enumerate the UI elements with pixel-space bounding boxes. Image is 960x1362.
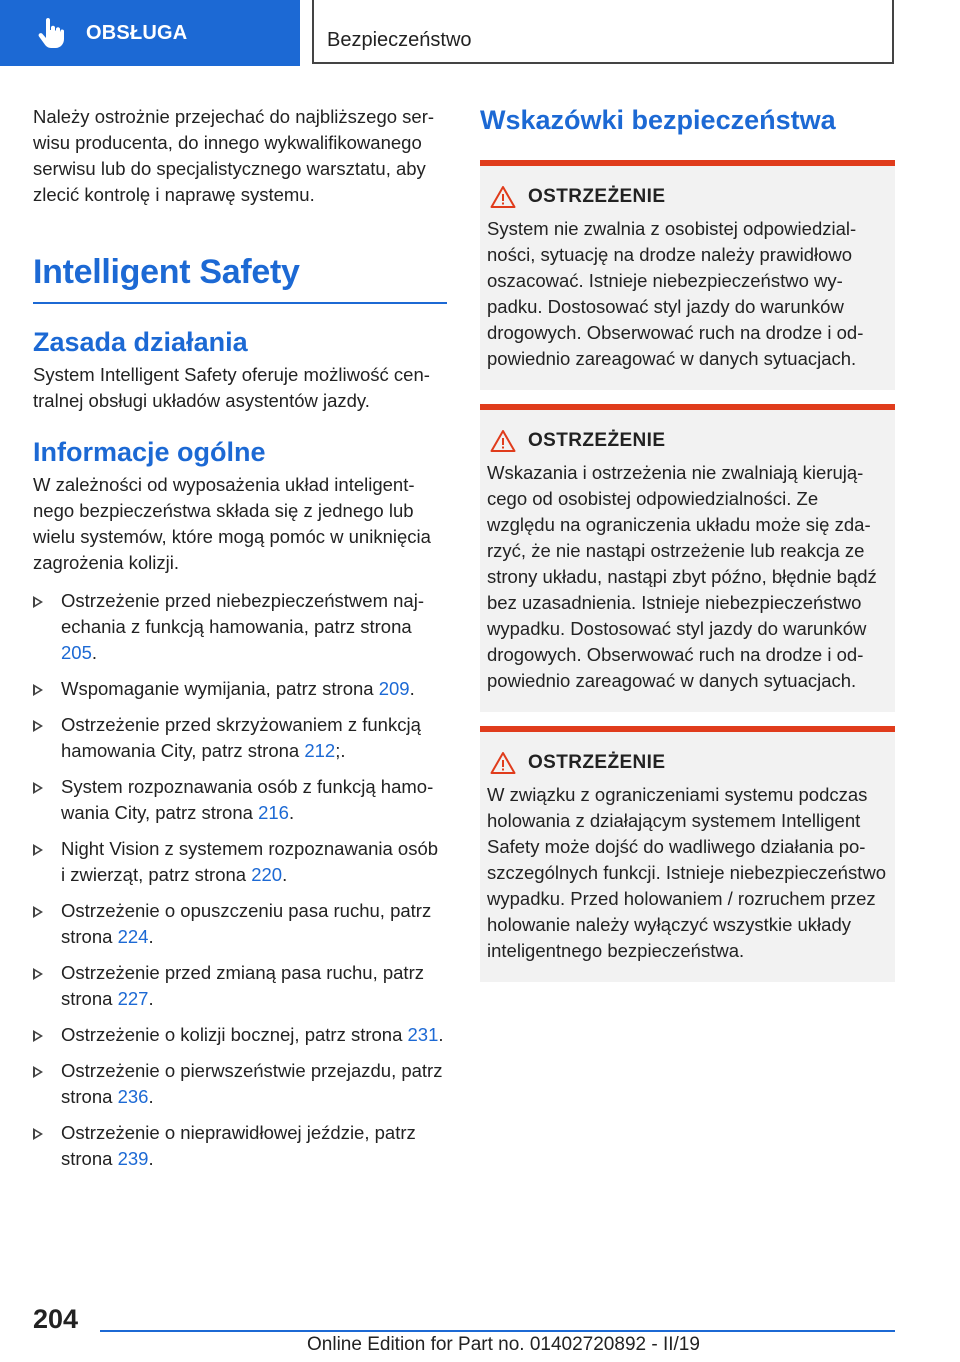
warning-box [480,726,895,982]
warning-triangle-icon [490,751,516,775]
warning-triangle-icon [490,185,516,209]
chapter-heading: Intelligent Safety [33,253,300,291]
page-link[interactable]: 209 [378,678,410,699]
bullet-triangle-icon [33,596,43,608]
general-info-paragraph: W zależności od wyposażenia układ inteligentnego bezpieczeństwa składa się z jednego lub wielu systemów, które mogą pomóc w uniknięcia zagrożenia kolizji. [33,474,431,573]
list-item: Ostrzeżenie o pierwszeństwie przejazdu, patrz strona 236. [33,1058,447,1110]
list-item: Wspomaganie wymijania, patrz strona 209. [33,676,447,702]
bullet-triangle-icon [33,906,43,918]
page-link[interactable]: 212 [304,740,336,761]
warning-text: Wskazania i ostrzeżenia nie zwalniają kierującego od osobistej odpowiedzialności. Ze względu na ograniczenia układu może się zdarzyć, że nie nastąpi ostrzeżenie lub reakcja ze strony układu, nastąpi zbyt późno, błędnie bądź bez uzasadnienia. Istnieje niebezpieczeństwo wypadku. Dostosować styl jazdy do warunków drogowych. Obserwować ruch na drodze i odpowiednio zareagować w danych sytuacjach. [487,462,877,691]
subheading-general-info: Informacje ogólne [33,437,266,467]
warning-text: System nie zwalnia z osobistej odpowiedzialności, sytuację na drodze należy prawidłowo oszacować. Istnieje niebezpieczeństwo wypadku. Dostosować styl jazdy do warunków drogowych. Obserwować ruch na drodze i odpowiednio zareagować w danych sytuacjach. [487,218,864,369]
bullet-triangle-icon [33,782,43,794]
list-item: Ostrzeżenie o opuszczeniu pasa ruchu, patrz strona 224. [33,898,447,950]
warning-triangle-icon [490,429,516,453]
footer-edition: Online Edition for Part no. 01402720892 - II/19 [307,1334,700,1355]
warning-box [480,404,895,712]
bullet-triangle-icon [33,1066,43,1078]
page-link[interactable]: 236 [117,1086,149,1107]
warning-title: OSTRZEŻENIE [528,430,666,451]
list-item: Ostrzeżenie przed skrzyżowaniem z funkcją hamowania City, patrz strona 212;. [33,712,447,764]
hand-pointer-icon [38,18,64,48]
section-title-box [312,0,894,64]
footer-rule [100,1330,895,1332]
warning-title: OSTRZEŻENIE [528,186,666,207]
page-link[interactable]: 224 [117,926,149,947]
bullet-triangle-icon [33,1128,43,1140]
page-link[interactable]: 239 [117,1148,149,1169]
chapter-tab-label: OBSŁUGA [86,22,188,44]
page-link[interactable]: 205 [61,642,92,663]
page-number: 204 [33,1304,79,1334]
page-link[interactable]: 227 [117,988,149,1009]
page-link[interactable]: 220 [251,864,283,885]
bullet-triangle-icon [33,720,43,732]
bullet-triangle-icon [33,684,43,696]
list-item: Ostrzeżenie o kolizji bocznej, patrz strona 231. [33,1022,447,1048]
heading-rule [33,302,447,304]
left-column [33,104,447,1177]
list-item: Ostrzeżenie przed niebezpieczeństwem najechania z funkcją hamowania, patrz strona 205. [33,588,447,666]
section-title: Bezpieczeństwo [327,29,472,51]
bullet-triangle-icon [33,968,43,980]
warning-box [480,160,895,390]
warning-header [487,426,887,456]
page-link[interactable]: 216 [258,802,289,823]
right-column [480,104,895,982]
subheading-principle: Zasada działania [33,327,248,357]
chapter-tab[interactable] [0,0,300,66]
systems-list [33,588,447,1172]
list-item: Ostrzeżenie przed zmianą pasa ruchu, patrz strona 227. [33,960,447,1012]
warning-title: OSTRZEŻENIE [528,752,666,773]
page-header [0,0,960,66]
bullet-triangle-icon [33,844,43,856]
bullet-triangle-icon [33,1030,43,1042]
safety-notes-heading: Wskazówki bezpieczeństwa [480,105,836,135]
intro-paragraph: Należy ostrożnie przejechać do najbliższego serwisu producenta, do innego wykwalifikowanego serwisu lub do specjalistycznego warsztatu, aby zlecić kontrolę i naprawę systemu. [33,106,435,205]
principle-paragraph: System Intelligent Safety oferuje możliwość centralnej obsługi układów asystentów jazdy. [33,364,430,411]
list-item: Night Vision z systemem rozpoznawania osób i zwierząt, patrz strona 220. [33,836,447,888]
list-item: Ostrzeżenie o nieprawidłowej jeździe, patrz strona 239. [33,1120,447,1172]
warning-header [487,182,887,212]
warning-text: W związku z ograniczeniami systemu podczas holowania z działającym systemem Intelligent Safety może dojść do wadliwego działania poszczególnych funkcji. Istnieje niebezpieczeństwo wypadku. Przed holowaniem / rozruchem przez holowanie należy wyłączyć wszystkie układy inteligentnego bezpieczeństwa. [487,784,886,961]
list-item: System rozpoznawania osób z funkcją hamowania City, patrz strona 216. [33,774,447,826]
warning-header [487,748,887,778]
page-link[interactable]: 231 [407,1024,439,1045]
